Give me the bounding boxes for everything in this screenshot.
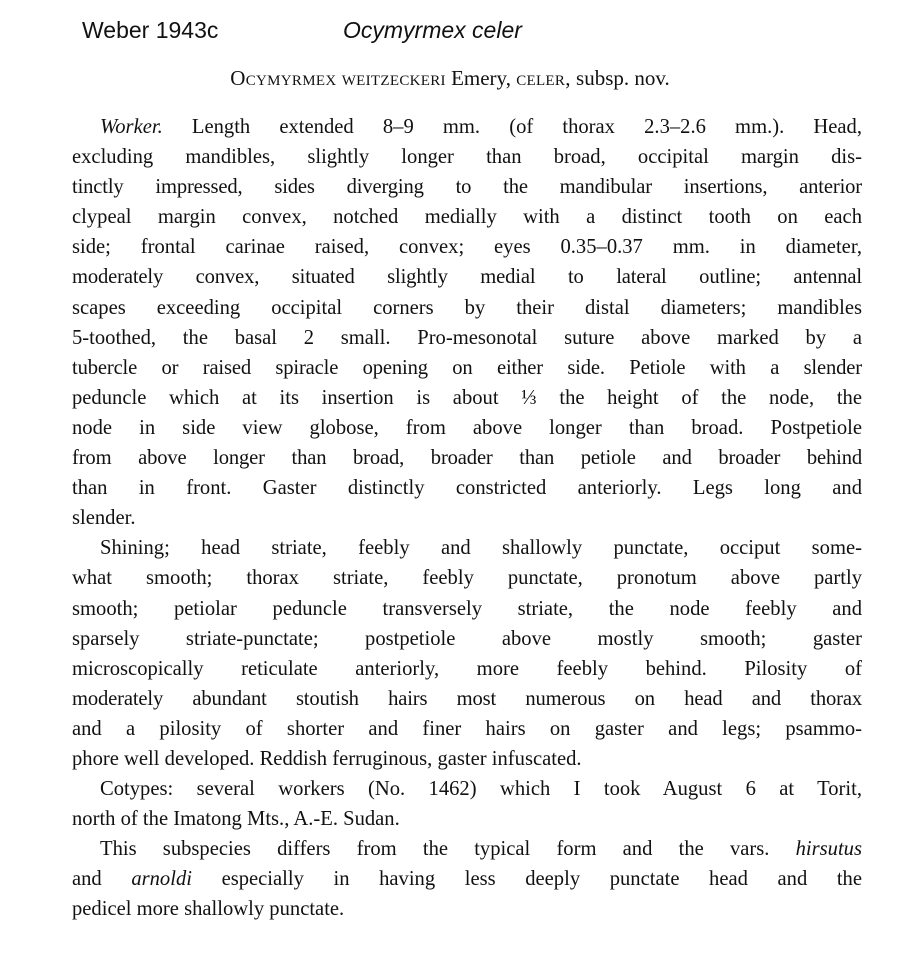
sculpture-line: phore well developed. Reddish ferruginous, gaster infuscated. (72, 747, 582, 770)
taxon-name: Ocymyrmex celer (343, 17, 522, 43)
worker-line: node in side view globose, from above longer than broad. Postpetiole (72, 416, 862, 439)
sculpture-line: and a pilosity of shorter and finer hairs on gaster and legs; psammo- (72, 717, 862, 740)
title-author: Emery, (451, 66, 511, 90)
sculpture-line: moderately abundant stoutish hairs most numerous on head and thorax (72, 687, 862, 710)
variety-name: arnoldi (131, 868, 192, 891)
sculpture-line: smooth; petiolar peduncle transversely striate, the node feebly and (72, 597, 862, 620)
worker-line: clypeal margin convex, notched medially with a distinct tooth on each (72, 206, 862, 229)
title-subspecies: celer, (516, 66, 571, 90)
title-status: subsp. nov. (576, 66, 670, 90)
variety-name: hirsutus (795, 838, 862, 861)
worker-line: 5-toothed, the basal 2 small. Pro-mesonotal suture above marked by a (72, 326, 862, 349)
comparison-line: pedicel more shallowly punctate. (72, 898, 345, 921)
worker-label: Worker. (100, 116, 163, 138)
worker-line: side; frontal carinae raised, convex; eyes 0.35–0.37 mm. in diameter, (72, 236, 862, 259)
comparison-line: and arnoldi especially in having less deeply punctate head and the (72, 868, 862, 891)
description-body (72, 112, 862, 925)
worker-line: Worker. Length extended 8–9 mm. (of thorax 2.3–2.6 mm.). Head, (100, 116, 862, 138)
worker-line: tubercle or raised spiracle opening on either side. Petiole with a slender (72, 356, 862, 379)
sculpture-line: Shining; head striate, feebly and shallowly punctate, occiput some- (100, 537, 862, 560)
worker-line: excluding mandibles, slightly longer than broad, occipital margin dis- (72, 146, 862, 169)
reference-citation: Weber 1943c (82, 17, 219, 43)
worker-line: tinctly impressed, sides diverging to the mandibular insertions, anterior (72, 176, 862, 199)
sculpture-line: microscopically reticulate anteriorly, more feebly behind. Pilosity of (72, 657, 862, 680)
worker-line: than in front. Gaster distinctly constricted anteriorly. Legs long and (72, 477, 862, 500)
title-genus: Ocymyrmex (230, 66, 337, 90)
worker-line: peduncle which at its insertion is about ⅓ the height of the node, the (72, 386, 862, 409)
species-title (0, 66, 900, 91)
sculpture-line: sparsely striate-punctate; postpetiole above mostly smooth; gaster (72, 627, 862, 650)
worker-line: slender. (72, 507, 136, 530)
cotypes-line: Cotypes: several workers (No. 1462) which I took August 6 at Torit, (100, 778, 862, 801)
worker-line: scapes exceeding occipital corners by their distal diameters; mandibles (72, 296, 862, 319)
comparison-line: This subspecies differs from the typical form and the vars. hirsutus (100, 838, 862, 861)
worker-line: from above longer than broad, broader than petiole and broader behind (72, 447, 862, 470)
title-species: weitzeckeri (341, 66, 446, 90)
cotypes-line: north of the Imatong Mts., A.-E. Sudan. (72, 808, 400, 831)
sculpture-line: what smooth; thorax striate, feebly punctate, pronotum above partly (72, 567, 862, 590)
worker-line: moderately convex, situated slightly medial to lateral outline; antennal (72, 266, 862, 289)
